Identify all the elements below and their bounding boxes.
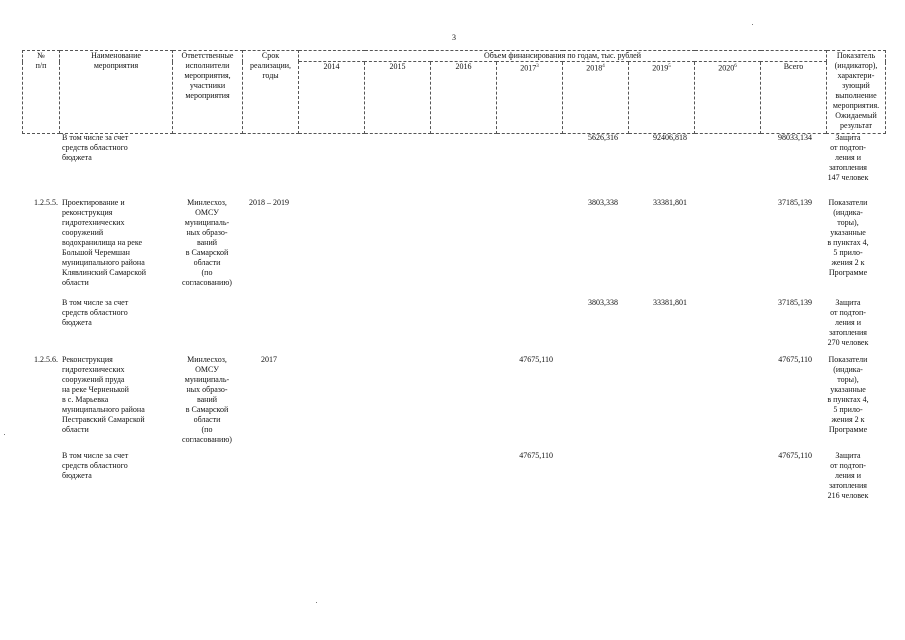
cell-indicator: Защита от подтоп- ления и затопления 147 человек [827,133,869,182]
col-indicator-header [827,51,886,134]
year-label: 2019 [652,63,669,73]
scan-speck [752,24,753,25]
year-label: 2016 [455,62,472,71]
year-footnote-mark: 4 [602,64,605,69]
cell-indicator: Показатели (индика- торы), указанные в пунктах 4, 5 прило- жения 2 к Программе [827,198,869,277]
col-indicator-label: Показатель (индикатор), характери- зующий выполнение мероприятия. Ожидаемый результат [832,51,880,130]
cell-num: 1.2.5.5. [34,198,58,207]
year-header-2017 [497,62,563,134]
year-header-2019 [629,62,695,134]
cell-y2018: 3803,338 [588,298,618,307]
cell-total: 37185,139 [778,198,812,207]
year-footnote-mark: 6 [734,64,737,69]
cell-y2018: 5626,316 [588,133,618,142]
cell-total: 98033,134 [778,133,812,142]
year-header-Всего [761,62,827,134]
cell-y2018: 3803,338 [588,198,618,207]
year-label: 2017 [520,63,537,73]
year-footnote-mark: 3 [536,64,539,69]
cell-y2017: 47675,110 [519,451,553,460]
cell-total: 37185,139 [778,298,812,307]
year-label: Всего [783,62,804,71]
cell-y2019: 33381,801 [653,298,687,307]
cell-name: Проектирование и реконструкция гидротехнических сооружений водохранилища на реке Большой Черемшан муниципального района Клявлинский Самарской области [62,198,146,287]
page-number: 3 [452,33,456,42]
cell-indicator: Защита от подтоп- ления и затопления 216 человек [827,451,869,500]
year-header-2018 [563,62,629,134]
scan-speck [4,434,5,435]
cell-indicator: Показатели (индика- торы), указанные в пунктах 4, 5 прило- жения 2 к Программе [827,355,869,434]
cell-name: В том числе за счет средств областного бюджета [62,298,129,327]
year-header-2020 [695,62,761,134]
col-term-label: Срок реализации, годы [249,51,292,80]
col-name-header [60,51,173,134]
cell-term: 2018 – 2019 [249,198,289,207]
cell-num: 1.2.5.6. [34,355,58,364]
col-num-label: № п/п [35,51,47,70]
year-label: 2020 [718,63,735,73]
year-header-2015 [365,62,431,134]
scan-speck [316,602,317,603]
year-header-2016 [431,62,497,134]
budget-table-header [22,50,886,134]
col-num-header [23,51,60,134]
year-label: 2015 [389,62,406,71]
col-name-label: Наименование мероприятия [91,51,141,70]
cell-name: В том числе за счет средств областного бюджета [62,451,129,480]
funding-header [299,51,827,62]
col-term-header [243,51,299,134]
cell-y2019: 92406,818 [653,133,687,142]
funding-label: Объем финансирования по годам, тыс. рублей [484,51,641,60]
col-resp-header [173,51,243,134]
col-resp-label: Ответственные исполнители мероприятия, участники мероприятия [181,51,234,100]
cell-name: Реконструкция гидротехнических сооружений пруда на реке Черненькой в с. Марьевка муниципального района Пестравский Самарской области [62,355,145,434]
cell-term: 2017 [261,355,277,364]
year-header-2014 [299,62,365,134]
year-label: 2018 [586,63,603,73]
cell-resp: Минлесхоз, ОМСУ муниципаль- ных образо- ваний в Самарской области (по согласованию) [182,355,232,444]
year-footnote-mark: 5 [668,64,671,69]
cell-y2019: 33381,801 [653,198,687,207]
year-label: 2014 [323,62,340,71]
cell-total: 47675,110 [778,355,812,364]
cell-resp: Минлесхоз, ОМСУ муниципаль- ных образо- ваний в Самарской области (по согласованию) [182,198,232,287]
cell-indicator: Защита от подтоп- ления и затопления 270 человек [827,298,869,347]
cell-y2017: 47675,110 [519,355,553,364]
cell-name: В том числе за счет средств областного бюджета [62,133,129,162]
cell-total: 47675,110 [778,451,812,460]
